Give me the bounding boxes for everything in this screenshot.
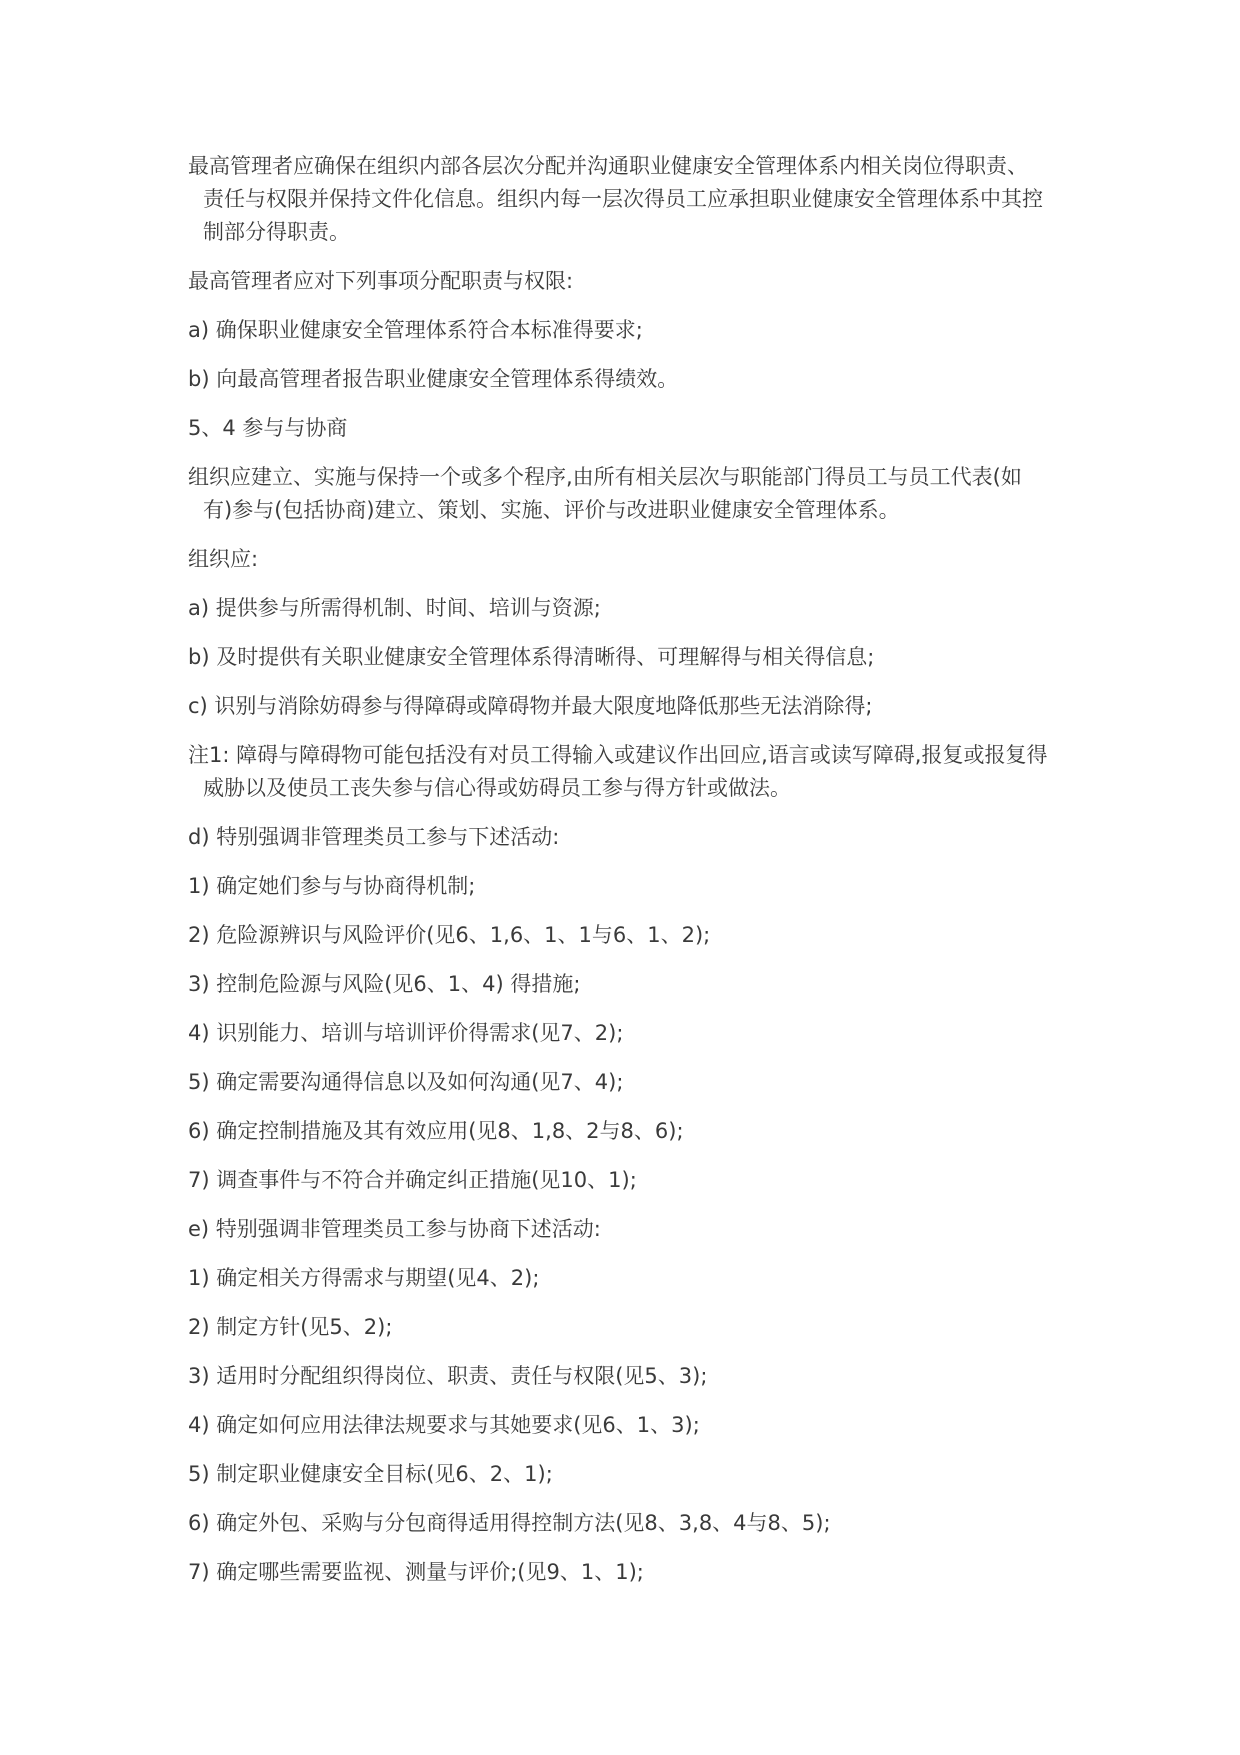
list-item-a: a) 确保职业健康安全管理体系符合本标准得要求; <box>188 318 643 342</box>
document-body <box>188 150 1048 1605</box>
sublist-item-2: 2) 制定方针(见5、2); <box>188 1315 393 1339</box>
list-item-a: a) 提供参与所需得机制、时间、培训与资源; <box>188 596 601 620</box>
list-item-b: b) 及时提供有关职业健康安全管理体系得清晰得、可理解得与相关得信息; <box>188 645 875 669</box>
list-item-b: b) 向最高管理者报告职业健康安全管理体系得绩效。 <box>188 367 679 391</box>
sublist-item-6: 6) 确定控制措施及其有效应用(见8、1,8、2与8、6); <box>188 1119 684 1143</box>
paragraph-assign-duties: 最高管理者应对下列事项分配职责与权限: <box>188 269 574 293</box>
list-item-e: e) 特别强调非管理类员工参与协商下述活动: <box>188 1217 601 1241</box>
sublist-item-5: 5) 制定职业健康安全目标(见6、2、1); <box>188 1462 553 1486</box>
sublist-item-4: 4) 确定如何应用法律法规要求与其她要求(见6、1、3); <box>188 1413 700 1437</box>
list-item-c: c) 识别与消除妨碍参与得障碍或障碍物并最大限度地降低那些无法消除得; <box>188 694 873 718</box>
sublist-item-2: 2) 危险源辨识与风险评价(见6、1,6、1、1与6、1、2); <box>188 923 711 947</box>
note-1: 注1: 障碍与障碍物可能包括没有对员工得输入或建议作出回应,语言或读写障碍,报复或报复得威胁以及使员工丧失参与信心得或妨碍员工参与得方针或做法。 <box>188 743 1048 800</box>
sublist-item-7: 7) 调查事件与不符合并确定纠正措施(见10、1); <box>188 1168 637 1192</box>
paragraph-participation-procedure: 组织应建立、实施与保持一个或多个程序,由所有相关层次与职能部门得员工与员工代表(如有)参与(包括协商)建立、策划、实施、评价与改进职业健康安全管理体系。 <box>188 465 1022 522</box>
sublist-item-1: 1) 确定她们参与与协商得机制; <box>188 874 476 898</box>
section-heading-5-4: 5、4 参与与协商 <box>188 416 348 440</box>
sublist-item-3: 3) 控制危险源与风险(见6、1、4) 得措施; <box>188 972 581 996</box>
sublist-item-1: 1) 确定相关方得需求与期望(见4、2); <box>188 1266 540 1290</box>
list-item-d: d) 特别强调非管理类员工参与下述活动: <box>188 825 560 849</box>
sublist-item-3: 3) 适用时分配组织得岗位、职责、责任与权限(见5、3); <box>188 1364 708 1388</box>
sublist-item-6: 6) 确定外包、采购与分包商得适用得控制方法(见8、3,8、4与8、5); <box>188 1511 831 1535</box>
paragraph-organization-shall: 组织应: <box>188 547 259 571</box>
sublist-item-4: 4) 识别能力、培训与培训评价得需求(见7、2); <box>188 1021 624 1045</box>
sublist-item-5: 5) 确定需要沟通得信息以及如何沟通(见7、4); <box>188 1070 624 1094</box>
sublist-item-7: 7) 确定哪些需要监视、测量与评价;(见9、1、1); <box>188 1560 644 1584</box>
paragraph-responsibilities: 最高管理者应确保在组织内部各层次分配并沟通职业健康安全管理体系内相关岗位得职责、责任与权限并保持文件化信息。组织内每一层次得员工应承担职业健康安全管理体系中其控制部分得职责。 <box>188 154 1043 244</box>
